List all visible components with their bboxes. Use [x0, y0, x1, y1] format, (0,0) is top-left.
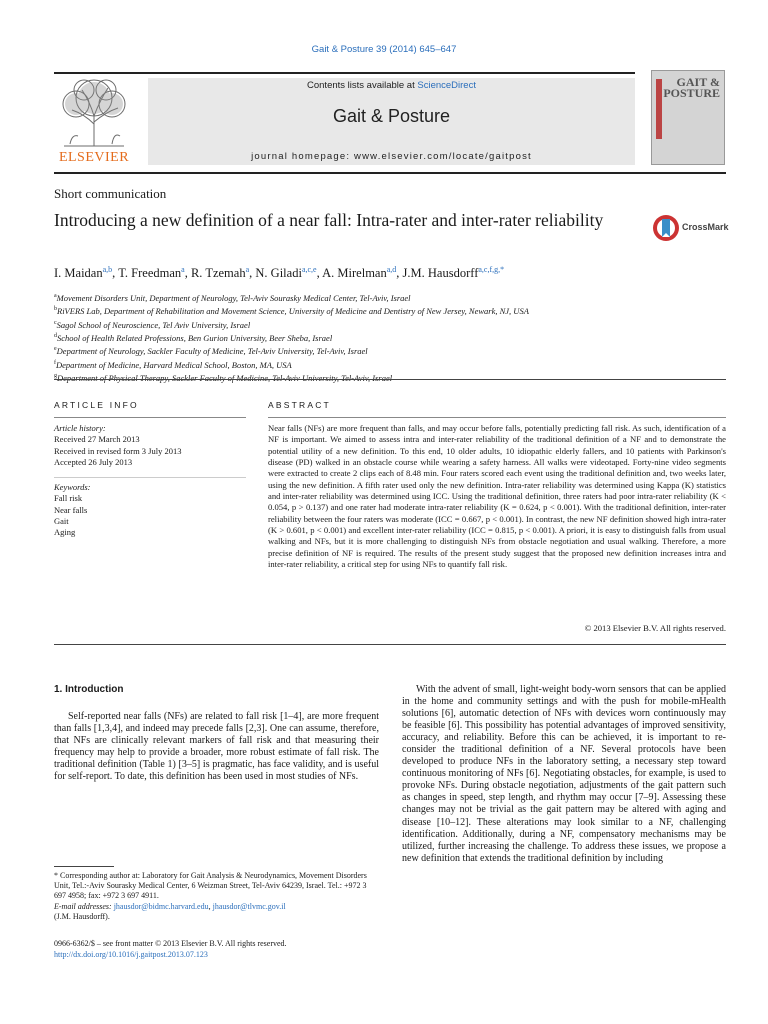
abstract-copyright: © 2013 Elsevier B.V. All rights reserved.	[584, 623, 726, 633]
affiliation-label: f	[54, 359, 56, 366]
right-column-paragraph: With the advent of small, light-weight body-worn sensors that can be applied in the home and community settings and with the push for mobile-mHealth solutions [6], automatic detection of NFs with devices worn continuously may be feasible [6]. This possibility has potential advantages of improved sensitivity, accuracy, and reliability. Before this can be achieved, it is important to re-consider the traditional definition of a NF. Several protocols have been developed to produce NFs in the laboratory setting, a necessary step toward continuous monitoring of NFs [6]. Negotiating obstacles, for example, is used to provoke NFs. During obstacle negotiation, adjustments of the gait pattern such as changes in speed, step length, and rhythm may occur [7–9]. Assessing these changes may not be trivial as the gait pattern may be altered with aging and disease [10–12]. These alterations may look similar to a NF, challenging identification. Additionally, during a NF, compensatory mechanisms may be utilized, further increasing the challenge. To address these issues, we propose a new definition that extends the traditional definition by including	[402, 684, 726, 864]
corresponding-author-footnote	[54, 871, 379, 922]
author-name[interactable]: J.M. Hausdorff	[402, 266, 479, 281]
article-info-heading: ARTICLE INFO	[54, 400, 139, 410]
affiliation-text: RiVERS Lab, Department of Rehabilitation and Movement Science, University of Medicine and Dentistry of New Jersey, Newark, NJ, USA	[57, 306, 529, 317]
affiliation-text: School of Health Related Professions, Ben Gurion University, Beer Sheba, Israel	[57, 332, 333, 343]
affiliation-list	[54, 291, 726, 384]
abstract-rule	[268, 417, 726, 418]
affiliation-label: a	[54, 293, 57, 299]
article-info-rule	[54, 417, 246, 418]
affiliation-text: Department of Medicine, Harvard Medical School, Boston, MA, USA	[56, 359, 292, 370]
article-title: Introducing a new definition of a near fall: Intra-rater and inter-rater reliability	[54, 210, 604, 230]
author-list: I. Maidan$^{a,b}$, T. Freedman$^a$, R. Tzemah$^a$, N. Giladi$^{a,c,e}$, A. Mirelman$^{a,d}$, J.M. Hausdorff$^{a,c,f,g,*}$	[54, 265, 505, 281]
keywords-block	[54, 482, 91, 538]
introduction-heading: 1. Introduction	[54, 684, 124, 695]
history-label: Article history:	[54, 423, 106, 433]
affiliation-item	[54, 291, 726, 304]
journal-homepage[interactable]: journal homepage: www.elsevier.com/locate/gaitpost	[251, 151, 532, 162]
sciencedirect-link[interactable]: ScienceDirect	[417, 80, 476, 91]
affiliation-item	[54, 304, 726, 317]
introduction-paragraph: Self-reported near falls (NFs) are related to fall risk [1–4], are more frequent than falls [1,3,4], and indeed may precede falls [2,3]. One can assume, therefore, that NFs are clinically relevant markers of fall risk and that measuring their frequency may help to provide a broader, more robust estimate of fall risk. The traditional definition (Table 1) [3–5] is pragmatic, has face validity, and is useful for self-report. To date, this definition has been used in most studies of NFs.	[54, 711, 379, 783]
masthead-rule	[54, 172, 726, 174]
crossmark-label: CrossMark	[682, 222, 729, 232]
author-affiliation-marker[interactable]: a,c,f,g,*	[478, 265, 505, 274]
affiliation-text: Department of Physical Therapy, Sackler Faculty of Medicine, Tel-Aviv University, Tel-Aviv, Israel	[57, 372, 393, 383]
keyword: Near falls	[54, 504, 88, 515]
contents-line: Contents lists available at ScienceDirect	[307, 80, 476, 91]
keyword: Gait	[54, 515, 69, 526]
cover-stripe	[656, 79, 662, 139]
tree-icon	[54, 76, 134, 148]
author-name[interactable]: N. Giladi	[255, 266, 302, 281]
affiliation-text: Sagol School of Neuroscience, Tel Aviv University, Israel	[56, 319, 251, 330]
journal-masthead	[148, 78, 635, 165]
author-affiliation-marker[interactable]: a,d	[386, 265, 397, 274]
article-type: Short communication	[54, 186, 167, 201]
journal-name: Gait & Posture	[332, 106, 451, 126]
abstract-heading: ABSTRACT	[268, 400, 331, 410]
affiliation-label: e	[54, 346, 57, 353]
affiliation-label: c	[54, 319, 57, 326]
cover-title: GAIT & POSTURE	[663, 75, 720, 100]
revised-date: Received in revised form 3 July 2013	[54, 445, 182, 456]
email-label: E-mail addresses:	[54, 901, 112, 911]
affiliation-label: d	[54, 332, 57, 339]
header-rule	[54, 72, 635, 74]
crossmark-badge[interactable]	[652, 213, 729, 243]
author-affiliation-marker[interactable]: a	[181, 265, 185, 274]
author-name[interactable]: A. Mirelman	[322, 266, 387, 281]
affiliation-text: Movement Disorders Unit, Department of Neurology, Tel-Aviv Sourasky Medical Center, Tel-Aviv, Israel	[56, 292, 411, 303]
affiliation-item	[54, 371, 726, 384]
author-affiliation-marker[interactable]: a,c,e	[301, 265, 317, 274]
journal-cover-thumbnail[interactable]	[651, 70, 725, 165]
article-history	[54, 423, 181, 468]
author-name-note: (J.M. Hausdorff).	[54, 911, 110, 921]
issn-line: 0966-6362/$ – see front matter © 2013 Elsevier B.V. All rights reserved.	[54, 939, 287, 948]
received-date: Received 27 March 2013	[54, 434, 140, 445]
author-name[interactable]: T. Freedman	[118, 266, 182, 281]
affiliation-item	[54, 358, 726, 371]
author-name[interactable]: R. Tzemah	[190, 266, 246, 281]
author-affiliation-marker[interactable]: a,b	[102, 265, 113, 274]
elsevier-wordmark: ELSEVIER	[58, 150, 130, 165]
affiliation-item	[54, 344, 726, 357]
accepted-date: Accepted 26 July 2013	[54, 456, 133, 467]
keyword: Aging	[54, 527, 76, 538]
front-matter	[54, 938, 379, 960]
corresponding-address: * Corresponding author at: Laboratory for Gait Analysis & Neurodynamics, Movement Disorders Unit, Tel.:-Aviv Sourasky Medical Center, 6 Weizman Street, Tel-Aviv 64239, Israel. Tel.: +972 3 697 4958; fax: +972 3 697 4911.	[54, 871, 367, 901]
affiliation-label: b	[54, 306, 57, 313]
keyword: Fall risk	[54, 493, 83, 504]
journal-citation[interactable]: Gait & Posture 39 (2014) 645–647	[311, 44, 457, 55]
email-link-1[interactable]: jhausdor@bidmc.harvard.edu	[113, 901, 209, 911]
abstract-bottom-rule	[54, 644, 726, 645]
keywords-label: Keywords:	[54, 482, 91, 492]
abstract-text: Near falls (NFs) are more frequent than falls, and may occur before falls, potentially predicting fall risk. As such, identification of a NF is important. We aimed to assess intra and inter-rater reliability of the traditional definition of a NF and to demonstrate the potential utility of a new definition. To this end, 10 older adults, 10 idiopathic elderly fallers, and 10 patients with Parkinson's disease (PD) walked in an obstacle course while wearing a safety harness. All walks were videotaped. Forty-nine video segments were extracted to create 2 clips each of 8.48 min. Four raters scored each event using the traditional definition and, two weeks later, using the new definition. A fifth rater used only the new definition. Intra-rater reliability was determined using Kappa (K) statistics and inter-rater reliability was determined using ICC. Using the traditional definition, three raters had poor intra-rater reliability (K < 0.054, p > 0.137) and one rater had moderate intra-rater reliability (K = 0.624, p < 0.001). With the traditional definition, inter-rater reliability between the four raters was moderate (ICC = 0.667, p < 0.001). In contrast, the new NF definition showed high intra-rater (K > 0.601, p < 0.001) and excellent inter-rater reliability (ICC = 0.815, p < 0.001). A priori, it is easy to distinguish falls from usual walking and NFs, but it is more challenging to distinguish NFs from obstacle negotiation and usual walking. Therefore, a more precise definition of NF is required. The results of the present study suggest that the proposed new definition increases intra and inter-rater reliability, a critical step for using NFs to quantify fall risk.	[268, 423, 726, 570]
author-affiliation-marker[interactable]: a	[245, 265, 250, 274]
affiliation-label: g	[54, 372, 57, 379]
crossmark-icon	[652, 213, 680, 243]
affiliation-item	[54, 331, 726, 344]
affiliation-rule	[54, 379, 726, 380]
elsevier-logo[interactable]	[54, 76, 134, 166]
keywords-rule	[54, 477, 246, 478]
doi-link[interactable]: http://dx.doi.org/10.1016/j.gaitpost.2013.07.123	[54, 950, 208, 959]
email-link-2[interactable]: jhausdor@tlvmc.gov.il	[212, 901, 286, 911]
affiliation-text: Department of Neurology, Sackler Faculty of Medicine, Tel-Aviv University, Tel-Aviv, Israel	[56, 346, 368, 357]
affiliation-item	[54, 318, 726, 331]
author-name[interactable]: I. Maidan	[54, 266, 103, 281]
footnote-rule	[54, 866, 114, 867]
email-line: E-mail addresses: jhausdor@bidmc.harvard.edu, jhausdor@tlvmc.gov.il	[54, 901, 286, 911]
